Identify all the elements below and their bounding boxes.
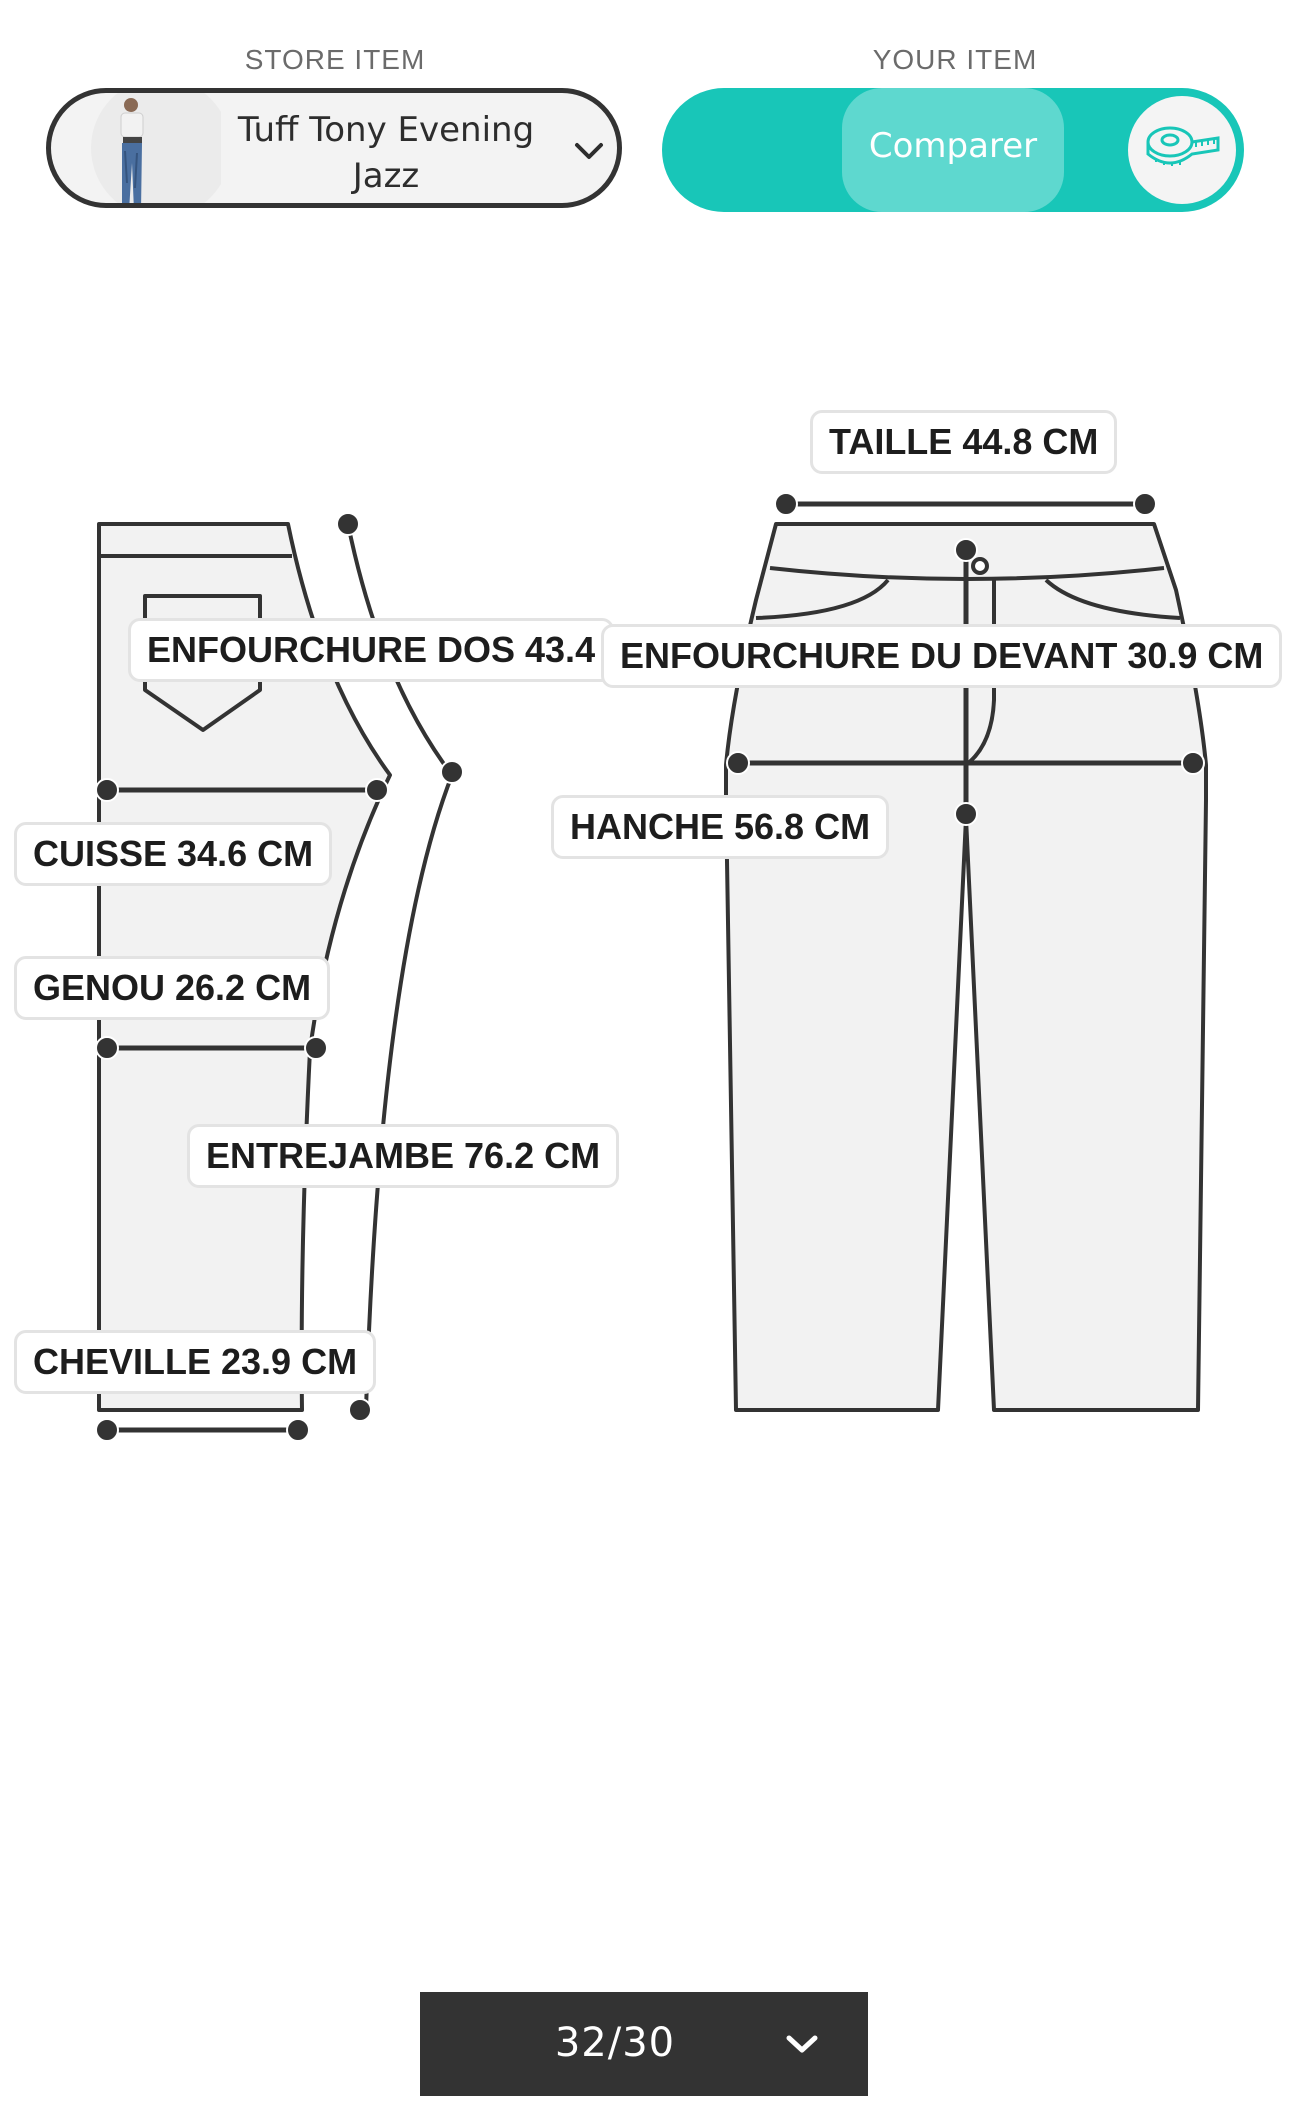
cheville-dot-left	[96, 1419, 118, 1441]
enfourchure-devant-label: ENFOURCHURE DU DEVANT 30.9 CM	[601, 624, 1282, 688]
cheville-label: CHEVILLE 23.9 CM	[14, 1330, 376, 1394]
chevron-down-icon	[784, 2030, 820, 2058]
genou-label: GENOU 26.2 CM	[14, 956, 330, 1020]
size-select[interactable]	[420, 1992, 868, 2096]
hanche-label: HANCHE 56.8 CM	[551, 795, 889, 859]
cuisse-dot-left	[96, 779, 118, 801]
store-item-heading: STORE ITEM	[244, 44, 426, 75]
enfourchure-devant-dot-bottom	[955, 803, 977, 825]
enfourchure-devant-dot-top	[955, 539, 977, 561]
hanche-dot-right	[1182, 752, 1204, 774]
cheville-dot-right	[287, 1419, 309, 1441]
enfourchure-dos-label: ENFOURCHURE DOS 43.4	[128, 618, 614, 682]
cuisse-dot-right	[366, 779, 388, 801]
store-item-name-line1: Tuff Tony Evening	[237, 110, 535, 150]
compare-label: Comparer	[868, 126, 1038, 166]
size-value: 32/30	[554, 2020, 676, 2066]
taille-label: TAILLE 44.8 CM	[810, 410, 1117, 474]
entrejambe-label: ENTREJAMBE 76.2 CM	[187, 1124, 619, 1188]
taille-dot-left	[775, 493, 797, 515]
your-item-heading: YOUR ITEM	[872, 44, 1038, 75]
cuisse-label: CUISSE 34.6 CM	[14, 822, 332, 886]
hanche-dot-left	[727, 752, 749, 774]
side-seam-dot-top	[337, 513, 359, 535]
store-item-name-line2: Jazz	[352, 156, 420, 196]
genou-dot-right	[305, 1037, 327, 1059]
front-button	[973, 559, 987, 573]
side-seam-dot-mid	[441, 761, 463, 783]
side-seam-dot-bottom	[349, 1399, 371, 1421]
taille-dot-right	[1134, 493, 1156, 515]
genou-dot-left	[96, 1037, 118, 1059]
